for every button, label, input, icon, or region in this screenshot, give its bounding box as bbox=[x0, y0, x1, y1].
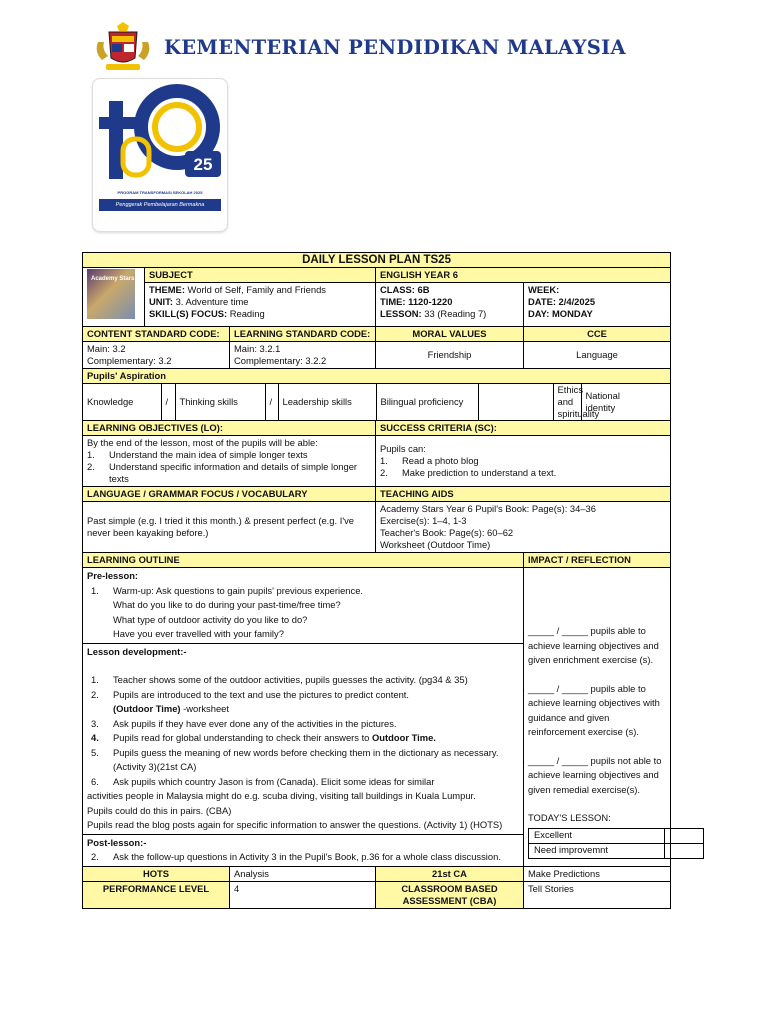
date-value: DATE: 2/4/2025 bbox=[528, 296, 596, 307]
lesson-plan-table bbox=[82, 252, 671, 909]
criteria-item: 1. Read a photo blog bbox=[380, 455, 479, 466]
logo-number: 25 bbox=[193, 155, 213, 174]
objective-item: 1. Understand the main idea of simple longer texts bbox=[87, 449, 308, 460]
week-cell bbox=[524, 283, 671, 327]
skill-value: Reading bbox=[229, 308, 265, 319]
aspiration-knowledge: Knowledge bbox=[87, 396, 134, 407]
rating-need-improvement-box[interactable] bbox=[665, 843, 704, 858]
aspiration-row bbox=[83, 384, 671, 421]
unit-value: 3. Adventure time bbox=[175, 296, 249, 307]
development-item: 4. Pupils read for global understanding to check their answers to Outdoor Time. bbox=[91, 732, 436, 743]
teaching-aids: Academy Stars Year 6 Pupil's Book: Page(s): 34–36 Exercise(s): 1–4, 1-3 Teacher's Book: Page(s): 60–62 Worksheet (Outdoor Time) bbox=[376, 502, 671, 553]
todays-lesson-table bbox=[528, 828, 704, 859]
impact-guidance: _____ / _____ pupils able to achieve learning objectives with guidance and given reinforcement exercise (s). bbox=[528, 682, 660, 737]
aspiration-knowledge-tick: / bbox=[161, 384, 175, 420]
day-value: DAY: MONDAY bbox=[528, 308, 593, 319]
criteria-item: 2. Make prediction to understand a text. bbox=[380, 467, 557, 478]
development-item: 5. Pupils guess the meaning of new words before checking them in the dictionary as necessary. (Activity 3)(21st CA) bbox=[91, 746, 499, 772]
development-item: 3. Ask pupils if they have ever done any of the activities in the pictures. bbox=[91, 717, 397, 729]
plan-title: DAILY LESSON PLAN TS25 bbox=[83, 253, 671, 268]
cba-value: Tell Stories bbox=[524, 881, 671, 908]
logo-caption: PROGRAM TRANSFORMASI SEKOLAH 2025 bbox=[117, 190, 203, 195]
aspiration-bilingual: Bilingual proficiency bbox=[376, 384, 478, 420]
impact-reflection-label: IMPACT / REFLECTION bbox=[524, 553, 671, 568]
development-item: 1. Teacher shows some of the outdoor activities, pupils guesses the activity. (pg34 & 35) bbox=[91, 674, 468, 685]
aspiration-thinking: Thinking skills bbox=[175, 384, 265, 420]
lesson-value: 33 (Reading 7) bbox=[424, 308, 487, 319]
aspiration-label: Pupils' Aspiration bbox=[83, 369, 671, 384]
content-standard-value: Main: 3.2 Complementary: 3.2 bbox=[83, 342, 230, 369]
ts25-logo bbox=[92, 78, 228, 232]
class-value: CLASS: 6B bbox=[380, 284, 430, 295]
todays-lesson-label: TODAY'S LESSON: bbox=[528, 812, 611, 823]
malaysia-crest-logo bbox=[92, 22, 154, 74]
success-criteria-label: SUCCESS CRITERIA (SC): bbox=[376, 421, 671, 436]
cce-value: Language bbox=[524, 342, 671, 369]
moral-values-label: MORAL VALUES bbox=[376, 327, 524, 342]
impact-remedial: _____ / _____ pupils not able to achieve learning objectives and given remedial exercise(s). bbox=[528, 754, 662, 795]
hots-label: HOTS bbox=[83, 866, 230, 881]
moral-value: Friendship bbox=[376, 342, 524, 369]
grammar-text: Past simple (e.g. I tried it this month.) & present perfect (e.g. I've never been kayaking before.) bbox=[83, 502, 376, 553]
grammar-label: LANGUAGE / GRAMMAR FOCUS / VOCABULARY bbox=[83, 487, 376, 502]
ministry-title: KEMENTERIAN PENDIDIKAN MALAYSIA bbox=[164, 36, 626, 59]
post-lesson: Post-lesson:- 2. Ask the follow-up questions in Activity 3 in the Pupil's Book, p.36 for a whole class discussion. bbox=[83, 834, 524, 866]
pre-lesson: Pre-lesson: 1. Warm-up: Ask questions to gain pupils' previous experience. What do you like to do during your past-time/free time? What type of outdoor activity do you like to do? Have you ever travelled with your family? bbox=[83, 568, 524, 644]
learning-outline-label: LEARNING OUTLINE bbox=[83, 553, 524, 568]
week-value: WEEK: bbox=[528, 284, 560, 295]
impact-reflection bbox=[524, 568, 671, 867]
impact-enrichment: _____ / _____ pupils able to achieve learning objectives and given enrichment exercise (s). bbox=[528, 625, 659, 665]
development-item: 6. Ask pupils which country Jason is from (Canada). Elicit some ideas for similar bbox=[91, 775, 435, 787]
learning-standard-value: Main: 3.2.1 Complementary: 3.2.2 bbox=[230, 342, 376, 369]
success-criteria: Pupils can: 1. Read a photo blog 2. Make prediction to understand a text. bbox=[376, 436, 671, 487]
learning-objectives-label: LEARNING OBJECTIVES (LO): bbox=[83, 421, 376, 436]
hots-value: Analysis bbox=[230, 866, 376, 881]
logo-tagline: Penggerak Pembelajaran Bermakna bbox=[99, 199, 221, 211]
ca-label: 21st CA bbox=[376, 866, 524, 881]
lesson-development: Lesson development:- 1. Teacher shows some of the outdoor activities, pupils guesses the activity. (pg34 & 35) 2. Pupils are introduced to the text and use the pictures to predict content. (Outdoor Time) -worksheet 3. Ask pupils if they have ever done any of the activities in the pictures. 4. Pupils read for global understanding to check their answers to Outdoor Time. 5. Pupils guess the meaning of new words before checking them in the dictionary as necessary. (Activity 3)(21st CA) 6. Ask pupils which country Jason is from (Canada). Elicit some ideas for similar activities people in Malaysia might do e.g. scuba diving, visiting tall buildings in Kuala Lumpur. Pupils could do this in pairs. (CBA) Pupils read the blog posts again for specific information to answer the questions. (Activity 1) (HOTS) bbox=[83, 643, 524, 834]
rating-need-improvement: Need improvemnt bbox=[529, 843, 665, 858]
development-item: 2. Pupils are introduced to the text and use the pictures to predict content. (Outdoor Time) -worksheet bbox=[91, 688, 410, 714]
time-value: TIME: 1120-1220 bbox=[380, 296, 453, 307]
aspiration-ethics-visible: Ethics and spirituality bbox=[553, 384, 581, 420]
subject-label: SUBJECT bbox=[145, 268, 376, 283]
rating-excellent-box[interactable] bbox=[665, 828, 704, 843]
aspiration-leadership: Leadership skills bbox=[278, 384, 376, 420]
learning-standard-label: LEARNING STANDARD CODE: bbox=[230, 327, 376, 342]
learning-objectives: By the end of the lesson, most of the pupils will be able: 1. Understand the main idea of simple longer texts 2. Understand specific information and details of simple longer texts bbox=[83, 436, 376, 487]
aspiration-national: National identity bbox=[581, 384, 643, 420]
subject-value: ENGLISH YEAR 6 bbox=[376, 268, 671, 283]
rating-excellent: Excellent bbox=[529, 828, 665, 843]
aspiration-thinking-tick: / bbox=[265, 384, 278, 420]
performance-level-value: 4 bbox=[230, 881, 376, 908]
cba-label: CLASSROOM BASED ASSESSMENT (CBA) bbox=[376, 881, 524, 908]
content-standard-label: CONTENT STANDARD CODE: bbox=[83, 327, 230, 342]
theme-value: World of Self, Family and Friends bbox=[187, 284, 326, 295]
aspiration-bilingual-tick bbox=[478, 384, 553, 420]
book-cover-image: Academy Stars bbox=[87, 269, 135, 319]
theme-cell: THEME: World of Self, Family and Friends UNIT: 3. Adventure time SKILL(S) FOCUS: Reading bbox=[145, 283, 376, 327]
objective-item: 2. Understand specific information and details of simple longer texts bbox=[87, 461, 358, 484]
book-cover-cell bbox=[83, 268, 145, 327]
cce-label: CCE bbox=[524, 327, 671, 342]
class-cell: CLASS: 6B TIME: 1120-1220 LESSON: 33 (Reading 7) bbox=[376, 283, 524, 327]
performance-level-label: PERFORMANCE LEVEL bbox=[83, 881, 230, 908]
teaching-aids-label: TEACHING AIDS bbox=[376, 487, 671, 502]
ca-value: Make Predictions bbox=[524, 866, 671, 881]
